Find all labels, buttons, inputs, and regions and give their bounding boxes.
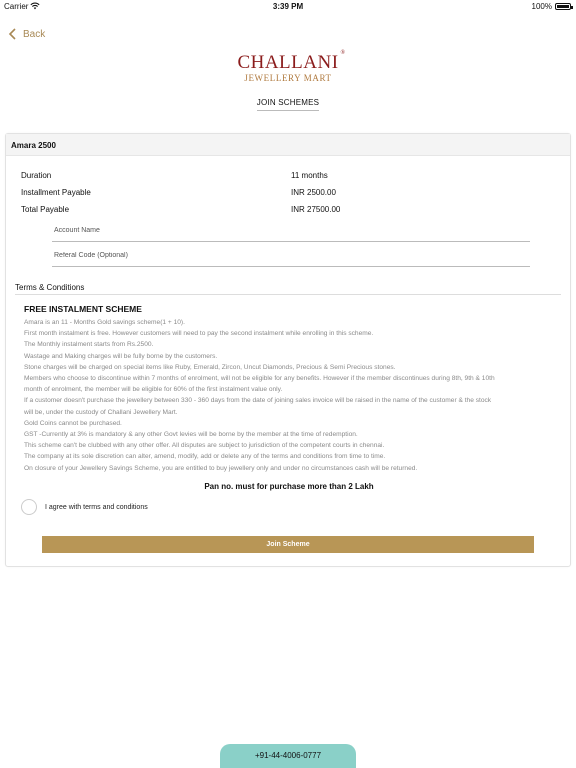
back-button[interactable] [8, 28, 45, 40]
detail-row-total [21, 205, 341, 214]
carrier-label: Carrier [4, 2, 29, 11]
status-time: 3:39 PM [272, 2, 304, 11]
status-bar [0, 0, 576, 14]
terms-line: Amara is an 11 - Months Gold savings scheme(1 + 10). [24, 319, 185, 326]
terms-line: On closure of your Jewellery Savings Scheme, you are entitled to buy jewellery only and under no circumstances cash will be returned. [24, 464, 418, 472]
scheme-card [5, 133, 571, 567]
brand-name [237, 50, 346, 74]
page-title [0, 98, 576, 111]
brand-name-text: CHALLANI [237, 52, 339, 73]
terms-line: If a customer doesn't purchase the jewellery between 330 - 360 days from the date of joining sales invoice will be raised in the name of the customer & the stock [24, 397, 492, 405]
terms-line: Gold Coins cannot be purchased. [24, 419, 122, 427]
account-name-input[interactable] [54, 227, 530, 234]
detail-label: Duration [21, 171, 52, 180]
referral-code-field[interactable] [52, 249, 530, 267]
back-label: Back [23, 28, 46, 40]
detail-row-duration [21, 171, 328, 180]
registered-mark-icon: ® [340, 50, 346, 56]
terms-line: The company at its sole discretion can alter, amend, modify, add or delete any of the terms and conditions from time to time. [24, 453, 386, 461]
terms-line: Members who choose to discontinue within 7 months of enrolment, will not be eligible for any benefits. However if the member discontinues during 8th, 9th & 10th [24, 375, 495, 383]
detail-value: INR 27500.00 [291, 205, 341, 214]
terms-heading: Terms & Conditions [15, 283, 85, 292]
terms-line: Stone charges will be charged on special items like Ruby, Emerald, Zircon, Uncut Diamonds, Precious & Semi Precious stones. [24, 363, 396, 371]
scheme-title: FREE INSTALMENT SCHEME [24, 304, 142, 314]
terms-line: GST -Currently at 3% is mandatory & any other Govt levies will be borne by the member at the time of redemption. [24, 431, 358, 439]
divider [15, 294, 561, 295]
join-scheme-button[interactable]: Join Scheme [42, 536, 534, 553]
terms-line: This scheme can't be clubbed with any other offer. All disputes are subject to jurisdiction of the competent courts in chennai. [24, 442, 385, 450]
battery-icon [555, 3, 571, 10]
detail-label: Installment Payable [21, 188, 91, 197]
brand-logo [0, 52, 576, 83]
pan-note: Pan no. must for purchase more than 2 Lakh [204, 482, 374, 491]
detail-row-installment [21, 188, 336, 197]
terms-line: will be, under the custody of Challani Jewellery Mart. [24, 408, 178, 416]
referral-code-input[interactable] [54, 252, 530, 259]
agree-label: I agree with terms and conditions [45, 503, 148, 511]
terms-line: month of enrolment, the member will be eligible for 60% of the first instalment value only. [24, 386, 283, 394]
battery-percent: 100% [531, 2, 552, 11]
terms-line: Wastage and Making charges will be fully borne by the customers. [24, 352, 218, 360]
chevron-left-icon [8, 28, 17, 40]
scheme-name: Amara 2500 [6, 134, 570, 156]
terms-line: First month instalment is free. However customers will need to pay the second instalment while enrolling in this scheme. [24, 330, 374, 338]
terms-line: The Monthly instalment starts from Rs.2500. [24, 341, 154, 349]
agree-terms[interactable] [21, 499, 148, 515]
detail-label: Total Payable [21, 205, 70, 214]
call-phone-button[interactable]: +91-44-4006-0777 [220, 744, 356, 768]
terms-text [24, 317, 562, 474]
detail-value: INR 2500.00 [291, 188, 336, 197]
brand-subtitle: JEWELLERY MART [244, 73, 332, 83]
agree-radio[interactable] [21, 499, 37, 515]
page-title-text: JOIN SCHEMES [257, 98, 319, 111]
detail-value: 11 months [291, 171, 328, 180]
account-name-field[interactable] [52, 224, 530, 242]
